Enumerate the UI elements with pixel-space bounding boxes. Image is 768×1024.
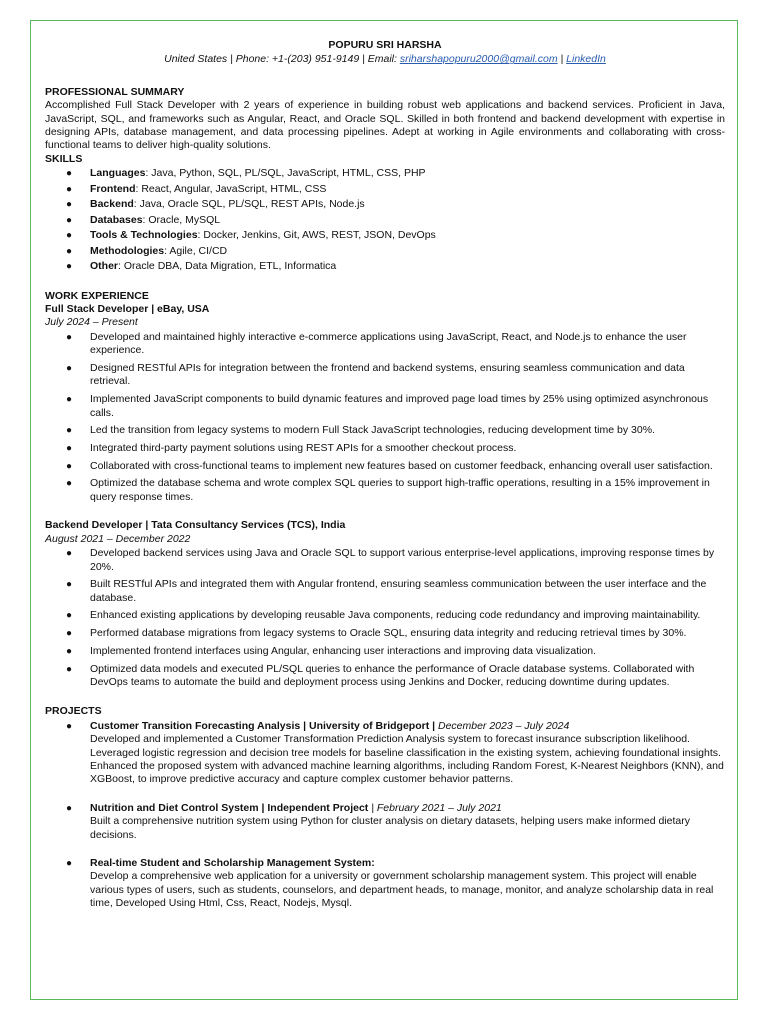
list-item — [45, 663, 725, 690]
skill-label: Other — [90, 260, 119, 273]
bullet-icon: ● — [66, 230, 73, 242]
skill-value: : Java, Oracle SQL, PL/SQL, REST APIs, Node.js — [133, 198, 365, 211]
bullet-text: Integrated third-party payment solutions using REST APIs for a smoother checkout process. — [90, 441, 517, 454]
job-dates: August 2021 – December 2022 — [45, 532, 191, 545]
skill-item — [45, 198, 725, 211]
project-description: Developed and implemented a Customer Transformation Prediction Analysis system to forecast insurance subscription likelihood. Leveraged logistic regression and decision tree models for baseline classification in the existing system, achieving foundational insights. Enhanced the proposed system with advanced machine learning algorithms, including Random Forest, K-Nearest Neighbors (KNN), and XGBoost, to improve predictive accuracy and capture complex customer behavior patterns. — [90, 733, 724, 786]
bullet-text: Collaborated with cross-functional teams to implement new features based on customer feedback, enhancing overall user satisfaction. — [90, 459, 713, 472]
bullet-icon: ● — [66, 548, 73, 560]
bullet-icon: ● — [66, 183, 73, 195]
skill-item — [45, 214, 725, 227]
list-item — [45, 578, 725, 605]
skill-label: Backend — [90, 198, 134, 211]
skill-item — [45, 260, 725, 273]
project-title: Nutrition and Diet Control System | Independent Project — [90, 801, 372, 814]
spacer — [45, 508, 725, 519]
projects-list — [45, 720, 725, 911]
list-item — [45, 627, 725, 640]
project-description: Built a comprehensive nutrition system using Python for cluster analysis on dietary datasets, helping users make informed dietary decisions. — [90, 815, 690, 841]
project-title: Customer Transition Forecasting Analysis | University of Bridgeport | — [90, 719, 438, 732]
bullet-text: Implemented JavaScript components to build dynamic features and improved page load times by 25% using optimized asynchronous calls. — [90, 393, 709, 419]
job-title: Backend Developer | Tata Consultancy Services (TCS), India — [45, 519, 346, 532]
skill-item — [45, 229, 725, 242]
project-dates: December 2023 – July 2024 — [437, 719, 570, 732]
bullet-text: Optimized the database schema and wrote complex SQL queries to support high-traffic operations, resulting in a 15% improvement in query response times. — [90, 477, 710, 503]
list-item — [45, 460, 725, 473]
skill-label: Tools & Technologies — [90, 229, 198, 242]
bullet-text: Designed RESTful APIs for integration between the frontend and backend systems, ensuring seamless communication and data retrieval. — [90, 361, 685, 388]
list-item — [45, 477, 725, 504]
skill-value: : Oracle, MySQL — [142, 213, 221, 226]
skill-label: Databases — [90, 213, 143, 226]
skill-item — [45, 167, 725, 180]
bullet-text: Implemented frontend interfaces using Angular, enhancing user interactions and improving data visualization. — [90, 644, 597, 657]
bullet-text: Performed database migrations from legacy systems to Oracle SQL, ensuring data integrity and reducing retrieval times by 30%. — [90, 627, 687, 640]
resume-document — [45, 39, 725, 926]
skill-label: Languages — [90, 167, 146, 180]
bullet-icon: ● — [66, 628, 73, 640]
bullet-icon: ● — [66, 610, 73, 622]
skills-list — [45, 167, 725, 273]
bullet-icon: ● — [66, 663, 73, 675]
bullet-text: Developed backend services using Java and Oracle SQL to support various enterprise-level applications, improving response times by 20%. — [90, 547, 715, 573]
project-item — [45, 720, 725, 787]
list-item — [45, 609, 725, 622]
skill-value: : Agile, CI/CD — [164, 244, 228, 257]
bullet-icon: ● — [66, 362, 73, 374]
job-dates: July 2024 – Present — [45, 316, 138, 329]
bullet-icon: ● — [66, 645, 73, 657]
candidate-name: POPURU SRI HARSHA — [328, 39, 442, 51]
bullet-icon: ● — [66, 478, 73, 490]
skill-label: Methodologies — [90, 244, 165, 257]
job-title: Full Stack Developer | eBay, USA — [45, 303, 210, 316]
contact-prefix: United States | Phone: +1-(203) 951-9149 | Email: — [164, 53, 400, 66]
bullet-icon: ● — [66, 261, 73, 273]
project-title: Real-time Student and Scholarship Management System: — [90, 857, 375, 870]
bullet-icon: ● — [66, 214, 73, 226]
list-item — [45, 393, 725, 420]
projects-heading: PROJECTS — [45, 705, 102, 718]
bullet-text: Built RESTful APIs and integrated them with Angular frontend, ensuring seamless communication between the user interface and the database. — [90, 578, 707, 604]
project-item — [45, 802, 725, 842]
skills-heading: SKILLS — [45, 152, 83, 165]
email-link[interactable]: sriharshapopuru2000@gmail.com — [399, 53, 558, 66]
bullet-text: Enhanced existing applications by developing reusable Java components, reducing code redundancy and improving maintainability. — [90, 609, 701, 622]
bullet-icon: ● — [66, 245, 73, 257]
skill-item — [45, 245, 725, 258]
bullet-text: Led the transition from legacy systems to modern Full Stack JavaScript technologies, reducing development time by 30%. — [90, 424, 655, 437]
skill-value: : React, Angular, JavaScript, HTML, CSS — [135, 182, 327, 195]
bullet-icon: ● — [66, 199, 73, 211]
skill-item — [45, 183, 725, 196]
bullet-icon: ● — [66, 802, 73, 814]
project-description: Develop a comprehensive web application for a university or government scholarship management system. This project will enable various types of users, such as students, counselors, and department heads, to manage, monitor, and analyze scholarship data in real time, Developed Using Html, Css, React, Nodejs, Mysql. — [90, 870, 714, 910]
project-item — [45, 857, 725, 911]
list-item — [45, 424, 725, 437]
skill-value: : Docker, Jenkins, Git, AWS, REST, JSON, DevOps — [197, 229, 436, 242]
contact-line — [45, 53, 725, 66]
list-item — [45, 645, 725, 658]
experience-heading: WORK EXPERIENCE — [45, 289, 149, 302]
bullet-icon: ● — [66, 720, 73, 732]
contact-separator: | — [557, 53, 567, 66]
skill-value: : Java, Python, SQL, PL/SQL, JavaScript, HTML, CSS, PHP — [145, 167, 426, 180]
job-bullets — [45, 547, 725, 689]
bullet-icon: ● — [66, 858, 73, 870]
bullet-icon: ● — [66, 425, 73, 437]
bullet-icon: ● — [66, 394, 73, 406]
bullet-icon: ● — [66, 168, 73, 180]
skill-value: : Oracle DBA, Data Migration, ETL, Informatica — [118, 260, 337, 273]
bullet-icon: ● — [66, 331, 73, 343]
list-item — [45, 331, 725, 358]
summary-text: Accomplished Full Stack Developer with 2 years of experience in building robust web applications and backend services. Proficient in Java, JavaScript, SQL, and frameworks such as Angular, React, and Oracle SQL. Skilled in both frontend and backend development with expertise in designing APIs, database management, and data processing pipelines. Adept at working in Agile environments and collaborating with cross-functional teams to deliver high-quality solutions. — [45, 99, 725, 152]
job-bullets — [45, 331, 725, 504]
bullet-icon: ● — [66, 579, 73, 591]
bullet-text: Optimized data models and executed PL/SQL queries to enhance the performance of Oracle database systems. Collaborated with DevOps teams to automate the build and deployment process using Jenkins and Docker, reducing downtime during updates. — [90, 662, 695, 688]
bullet-icon: ● — [66, 442, 73, 454]
list-item — [45, 362, 725, 389]
summary-heading: PROFESSIONAL SUMMARY — [45, 85, 185, 98]
skill-label: Frontend — [90, 182, 136, 195]
bullet-text: Developed and maintained highly interactive e-commerce applications using JavaScript, React, and Node.js to enhance the user experience. — [90, 330, 687, 357]
bullet-icon: ● — [66, 460, 73, 472]
project-dates: | February 2021 – July 2021 — [371, 801, 502, 814]
list-item — [45, 442, 725, 455]
list-item — [45, 547, 725, 574]
linkedin-link[interactable]: LinkedIn — [566, 53, 606, 66]
